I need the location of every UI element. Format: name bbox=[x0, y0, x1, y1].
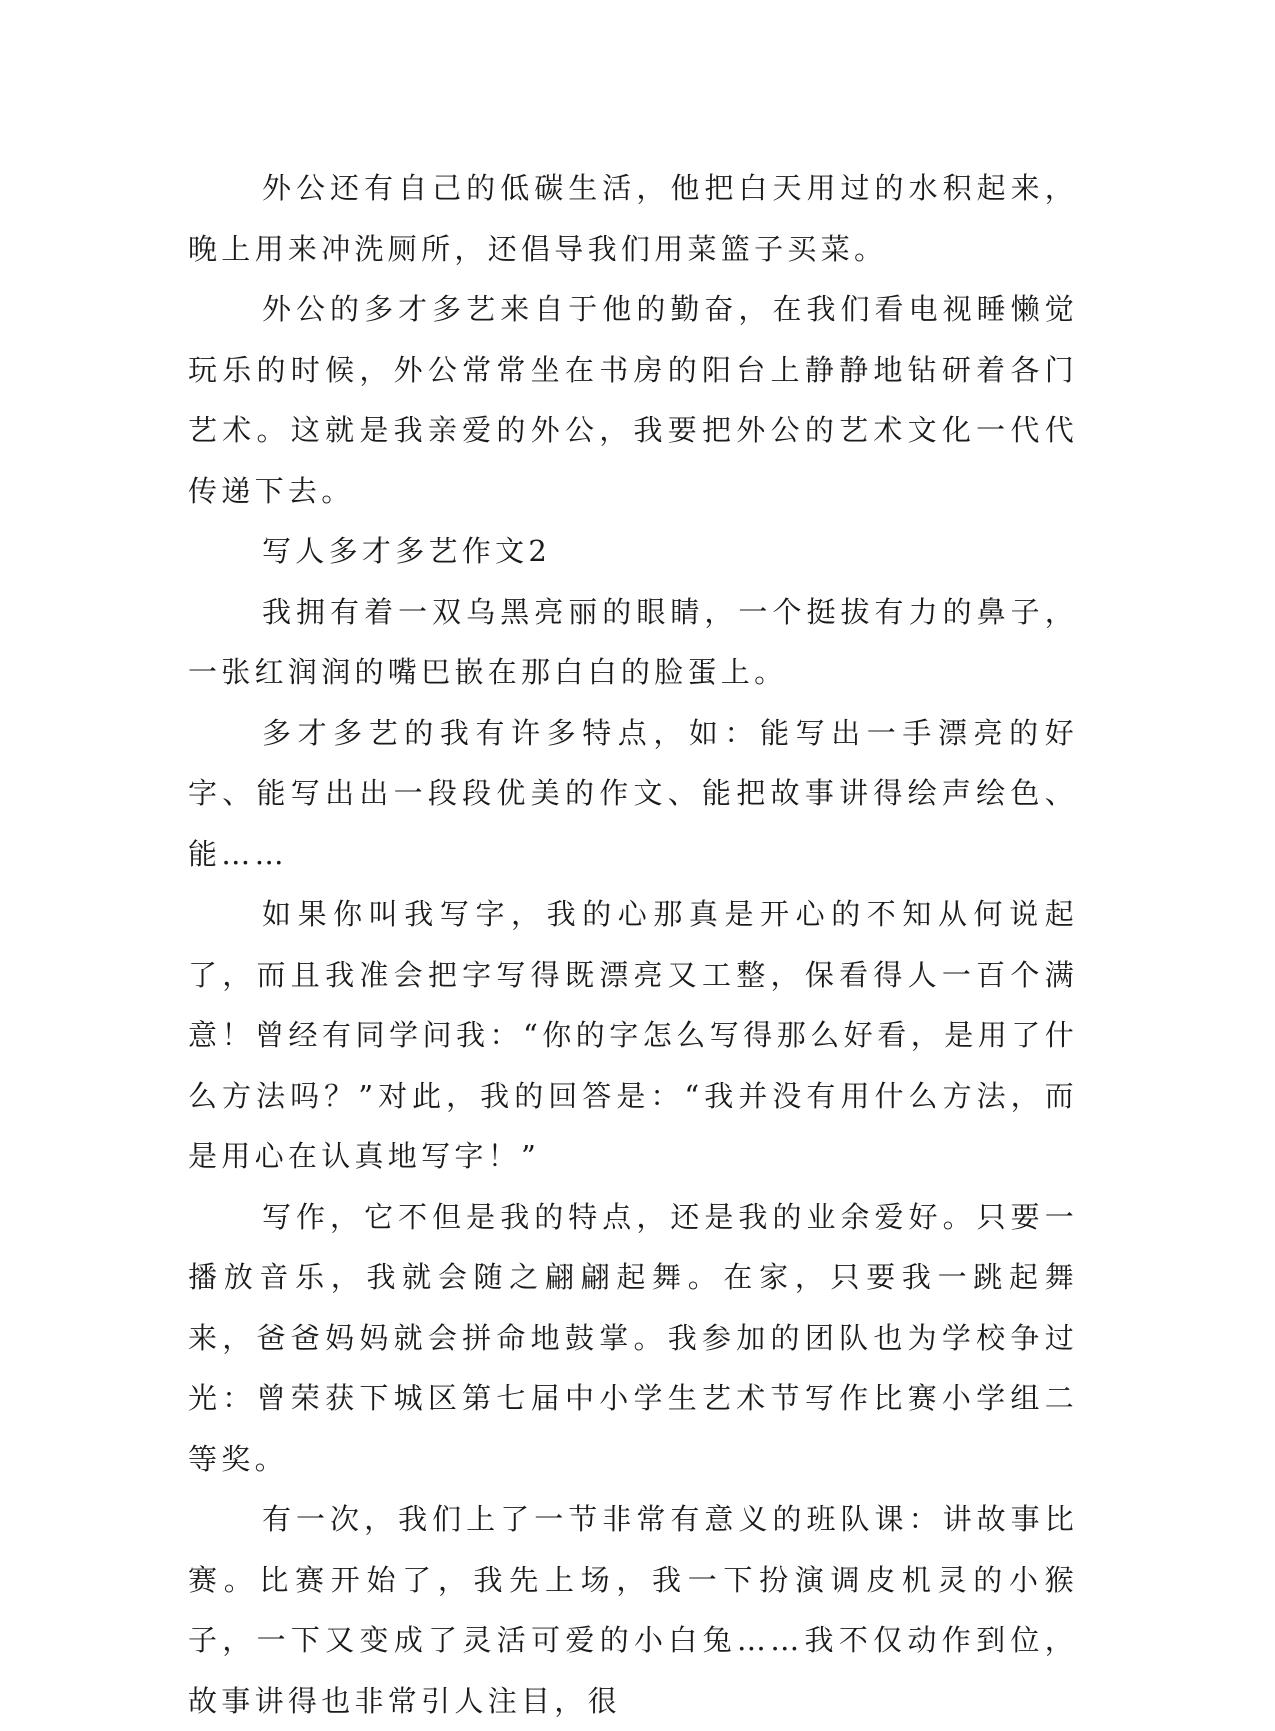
paragraph-self-appearance: 我拥有着一双乌黑亮丽的眼睛，一个挺拔有力的鼻子，一张红润润的嘴巴嵌在那白白的脸蛋上。 bbox=[188, 594, 1078, 689]
paragraph-handwriting: 如果你叫我写字，我的心那真是开心的不知从何说起了，而且我准会把字写得既漂亮又工整，保看得人一百个满意！曾经有同学问我：“你的字怎么写得那么好看，是用了什么方法吗？”对此，我的回答是：“我并没有用什么方法，而是用心在认真地写字！” bbox=[188, 897, 1078, 1173]
essay-heading: 写人多才多艺作文2 bbox=[262, 534, 552, 568]
paragraph-grandpa-diligence: 外公的多才多艺来自于他的勤奋，在我们看电视睡懒觉玩乐的时候，外公常常坐在书房的阳台上静静地钻研着各门艺术。这就是我亲爱的外公，我要把外公的艺术文化一代代传递下去。 bbox=[188, 292, 1078, 508]
paragraph-talents-list: 多才多艺的我有许多特点，如：能写出一手漂亮的好字、能写出出一段段优美的作文、能把故事讲得绘声绘色、能…… bbox=[188, 715, 1078, 871]
paragraph-storytelling: 有一次，我们上了一节非常有意义的班队课：讲故事比赛。比赛开始了，我先上场，我一下扮演调皮机灵的小猴子，一下又变成了灵活可爱的小白兔……我不仅动作到位，故事讲得也非常引人注目，很 bbox=[188, 1502, 1078, 1718]
document-body bbox=[188, 158, 1078, 1731]
paragraph-low-carbon-life: 外公还有自己的低碳生活，他把白天用过的水积起来，晚上用来冲洗厕所，还倡导我们用菜篮子买菜。 bbox=[188, 171, 1078, 266]
paragraph-writing-hobby: 写作，它不但是我的特点，还是我的业余爱好。只要一播放音乐，我就会随之翩翩起舞。在家，只要我一跳起舞来，爸爸妈妈就会拼命地鼓掌。我参加的团队也为学校争过光：曾荣获下城区第七届中小学生艺术节写作比赛小学组二等奖。 bbox=[188, 1199, 1078, 1476]
